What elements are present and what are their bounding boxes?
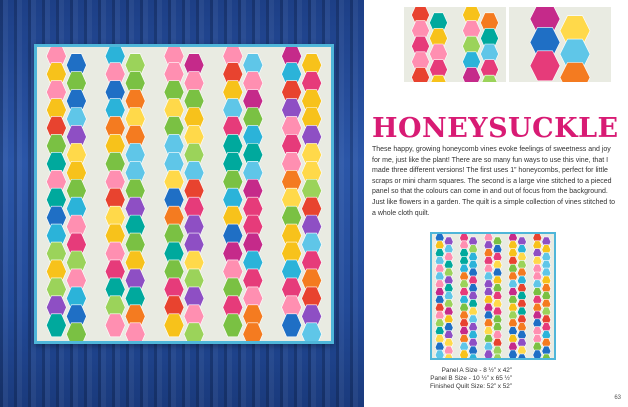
- right-page: [364, 0, 628, 407]
- quilt-background: [509, 7, 611, 82]
- article-description: These happy, growing honeycomb vines evoke feelings of sweetness and joy for me, just like the plant! There are so many fun ways to use this vine, that I made three different versions! The first uses 1” honeycombs, perfect for little scraps or mini charm squares. The second is a large vine stitched to a pieced panel so that the colours can come in and out of focus from the background. Just like flowers in a garden. The quilt is a simple collection of vines stitched to a whole cloth quilt.: [372, 146, 616, 217]
- size-panel-a: Panel A Size - 8 ½” x 42”: [441, 367, 512, 374]
- detail-photo-vine-2: [509, 7, 611, 82]
- size-finished: Finished Quilt Size: 52” x 52”: [429, 383, 512, 390]
- size-panel-b: Panel B Size - 10 ½” x 65 ½”: [430, 375, 512, 382]
- article-title: HONEYSUCKLE: [372, 113, 619, 144]
- honeysuckle-quilt-photo: [34, 44, 334, 344]
- size-list: [372, 367, 512, 391]
- detail-photo-vine-1: [404, 7, 506, 82]
- quilt-diagram: [430, 232, 556, 360]
- page-number: 63: [614, 395, 621, 401]
